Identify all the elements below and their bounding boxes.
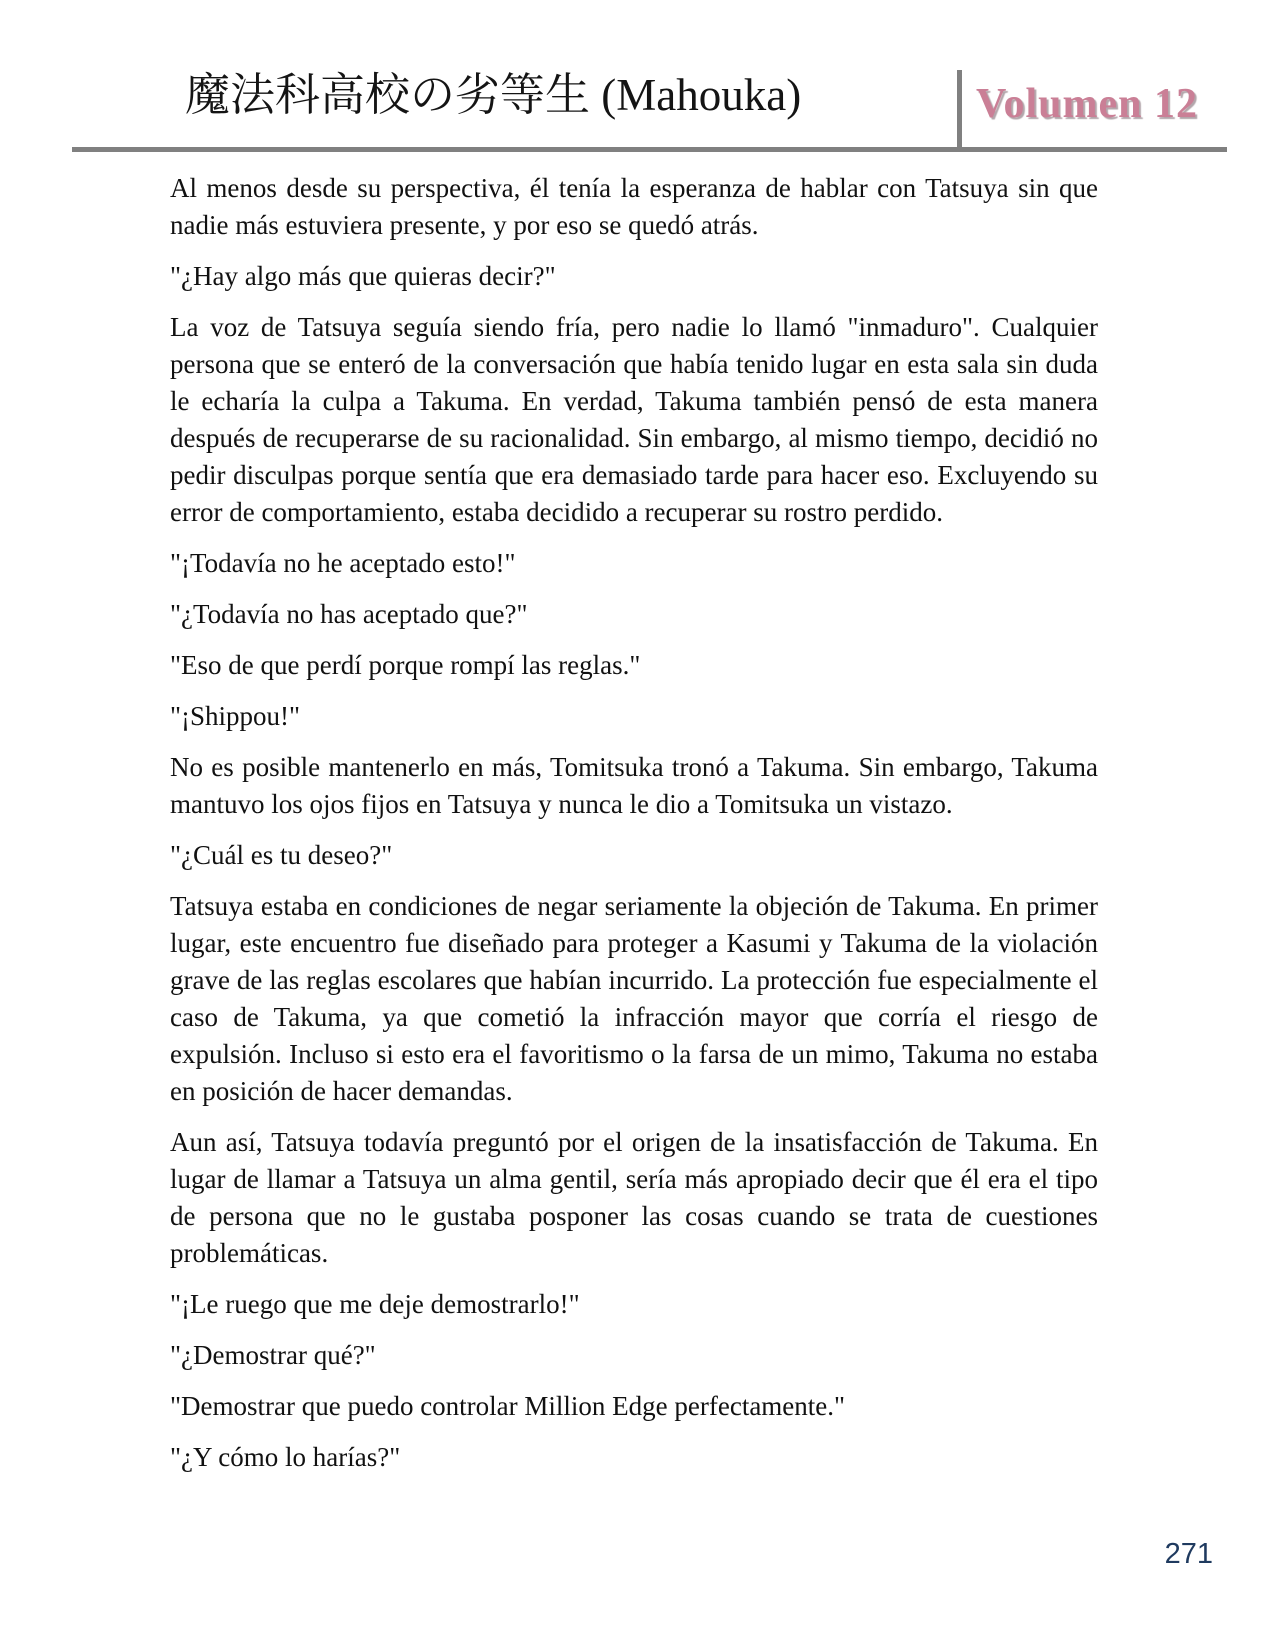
- page-number: 271: [1164, 1538, 1213, 1570]
- paragraph-dialog: "¿Todavía no has aceptado que?": [170, 599, 528, 629]
- paragraph-dialog: "Demostrar que puedo controlar Million Edge perfectamente.": [170, 1391, 846, 1421]
- paragraph-dialog: "¿Hay algo más que quieras decir?": [170, 261, 556, 291]
- paragraph-dialog: "¡Todavía no he aceptado esto!": [170, 548, 516, 578]
- paragraph-dialog: "¿Y cómo lo harías?": [170, 1442, 401, 1472]
- header-vertical-divider: [957, 70, 962, 149]
- header-horizontal-rule: [72, 147, 1227, 152]
- paragraph-dialog: "¡Shippou!": [170, 701, 301, 731]
- paragraph-narration: La voz de Tatsuya seguía siendo fría, pero nadie lo llamó "inmaduro". Cualquier persona que se enteró de la conversación que había tenido lugar en esta sala sin duda le echaría la culpa a Takuma. En verdad, Takuma también pensó de esta manera después de recuperarse de su racionalidad. Sin embargo, al mismo tiempo, decidió no pedir disculpas porque sentía que era demasiado tarde para hacer eso. Excluyendo su error de comportamiento, estaba decidido a recuperar su rostro perdido.: [170, 312, 1098, 527]
- paragraph-narration: Tatsuya estaba en condiciones de negar seriamente la objeción de Takuma. En primer lugar, este encuentro fue diseñado para proteger a Kasumi y Takuma de la violación grave de las reglas escolares que habían incurrido. La protección fue especialmente el caso de Takuma, ya que cometió la infracción mayor que corría el riesgo de expulsión. Incluso si esto era el favoritismo o la farsa de un mimo, Takuma no estaba en posición de hacer demandas.: [170, 891, 1098, 1106]
- volume-label: Volumen 12: [976, 81, 1198, 127]
- paragraph-dialog: "Eso de que perdí porque rompí las reglas.": [170, 650, 641, 680]
- paragraph-dialog: "¿Cuál es tu deseo?": [170, 840, 393, 870]
- body-text-column: [170, 170, 1098, 1490]
- paragraph-dialog: "¿Demostrar qué?": [170, 1340, 376, 1370]
- paragraph-dialog: "¡Le ruego que me deje demostrarlo!": [170, 1289, 580, 1319]
- document-title: 魔法科高校の劣等生 (Mahouka): [185, 70, 802, 120]
- paragraph-narration: Al menos desde su perspectiva, él tenía la esperanza de hablar con Tatsuya sin que nadie más estuviera presente, y por eso se quedó atrás.: [170, 173, 1098, 240]
- paragraph-narration: Aun así, Tatsuya todavía preguntó por el origen de la insatisfacción de Takuma. En lugar de llamar a Tatsuya un alma gentil, sería más apropiado decir que él era el tipo de persona que no le gustaba posponer las cosas cuando se trata de cuestiones problemáticas.: [170, 1127, 1098, 1268]
- paragraph-narration: No es posible mantenerlo en más, Tomitsuka tronó a Takuma. Sin embargo, Takuma mantuvo los ojos fijos en Tatsuya y nunca le dio a Tomitsuka un vistazo.: [170, 752, 1098, 819]
